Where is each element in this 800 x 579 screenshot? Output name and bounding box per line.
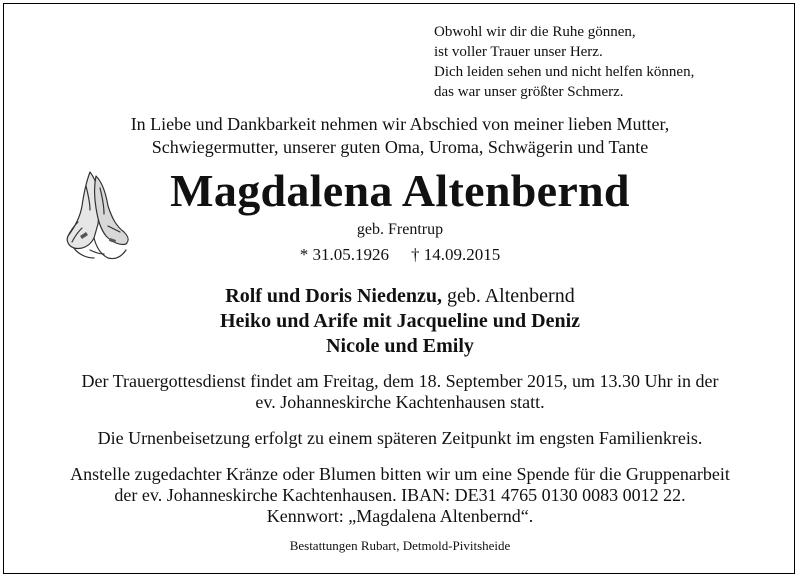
family-line: Heiko und Arife mit Jacqueline und Deniz xyxy=(219,310,581,332)
family-signatures xyxy=(0,284,800,359)
donation-info xyxy=(0,464,800,527)
service-info xyxy=(0,371,800,413)
intro-line: Schwiegermutter, unserer guten Oma, Uroma, Schwägerin und Tante xyxy=(151,137,649,157)
donation-line: Kennwort: „Magdalena Altenbernd“. xyxy=(266,506,534,526)
service-line: ev. Johanneskirche Kachtenhausen statt. xyxy=(255,392,545,412)
poem xyxy=(434,22,774,102)
birth-name: geb. Frentrup xyxy=(356,221,444,238)
poem-line: das war unser größter Schmerz. xyxy=(434,84,624,100)
family-born-name: geb. Altenbernd xyxy=(446,285,575,307)
poem-line: ist voller Trauer unser Herz. xyxy=(434,44,603,60)
poem-line: Dich leiden sehen und nicht helfen können, xyxy=(434,64,695,80)
poem-line: Obwohl wir dir die Ruhe gönnen, xyxy=(434,24,636,40)
donation-line: Anstelle zugedachter Kränze oder Blumen bitten wir um eine Spende für die Gruppenarbeit xyxy=(70,464,730,484)
service-line: Der Trauergottesdienst findet am Freitag, dem 18. September 2015, um 13.30 Uhr in der xyxy=(81,371,719,391)
deceased-name: Magdalena Altenbernd xyxy=(170,165,630,216)
family-names: Rolf und Doris Niedenzu, xyxy=(225,285,442,307)
undertaker-credit: Bestattungen Rubart, Detmold-Pivitsheide xyxy=(289,538,511,553)
donation-line: der ev. Johanneskirche Kachtenhausen. IBAN: DE31 4765 0130 0083 0012 22. xyxy=(114,485,686,505)
family-line: Nicole und Emily xyxy=(326,335,474,357)
intro-line: In Liebe und Dankbarkeit nehmen wir Abschied von meiner lieben Mutter, xyxy=(130,114,670,134)
life-dates xyxy=(0,245,800,265)
intro-text xyxy=(0,113,800,159)
death-date: † 14.09.2015 xyxy=(411,245,501,264)
family-line xyxy=(0,284,800,309)
birth-date: * 31.05.1926 xyxy=(299,245,389,264)
urn-burial-info: Die Urnenbeisetzung erfolgt zu einem späteren Zeitpunkt im engsten Familienkreis. xyxy=(97,428,703,448)
